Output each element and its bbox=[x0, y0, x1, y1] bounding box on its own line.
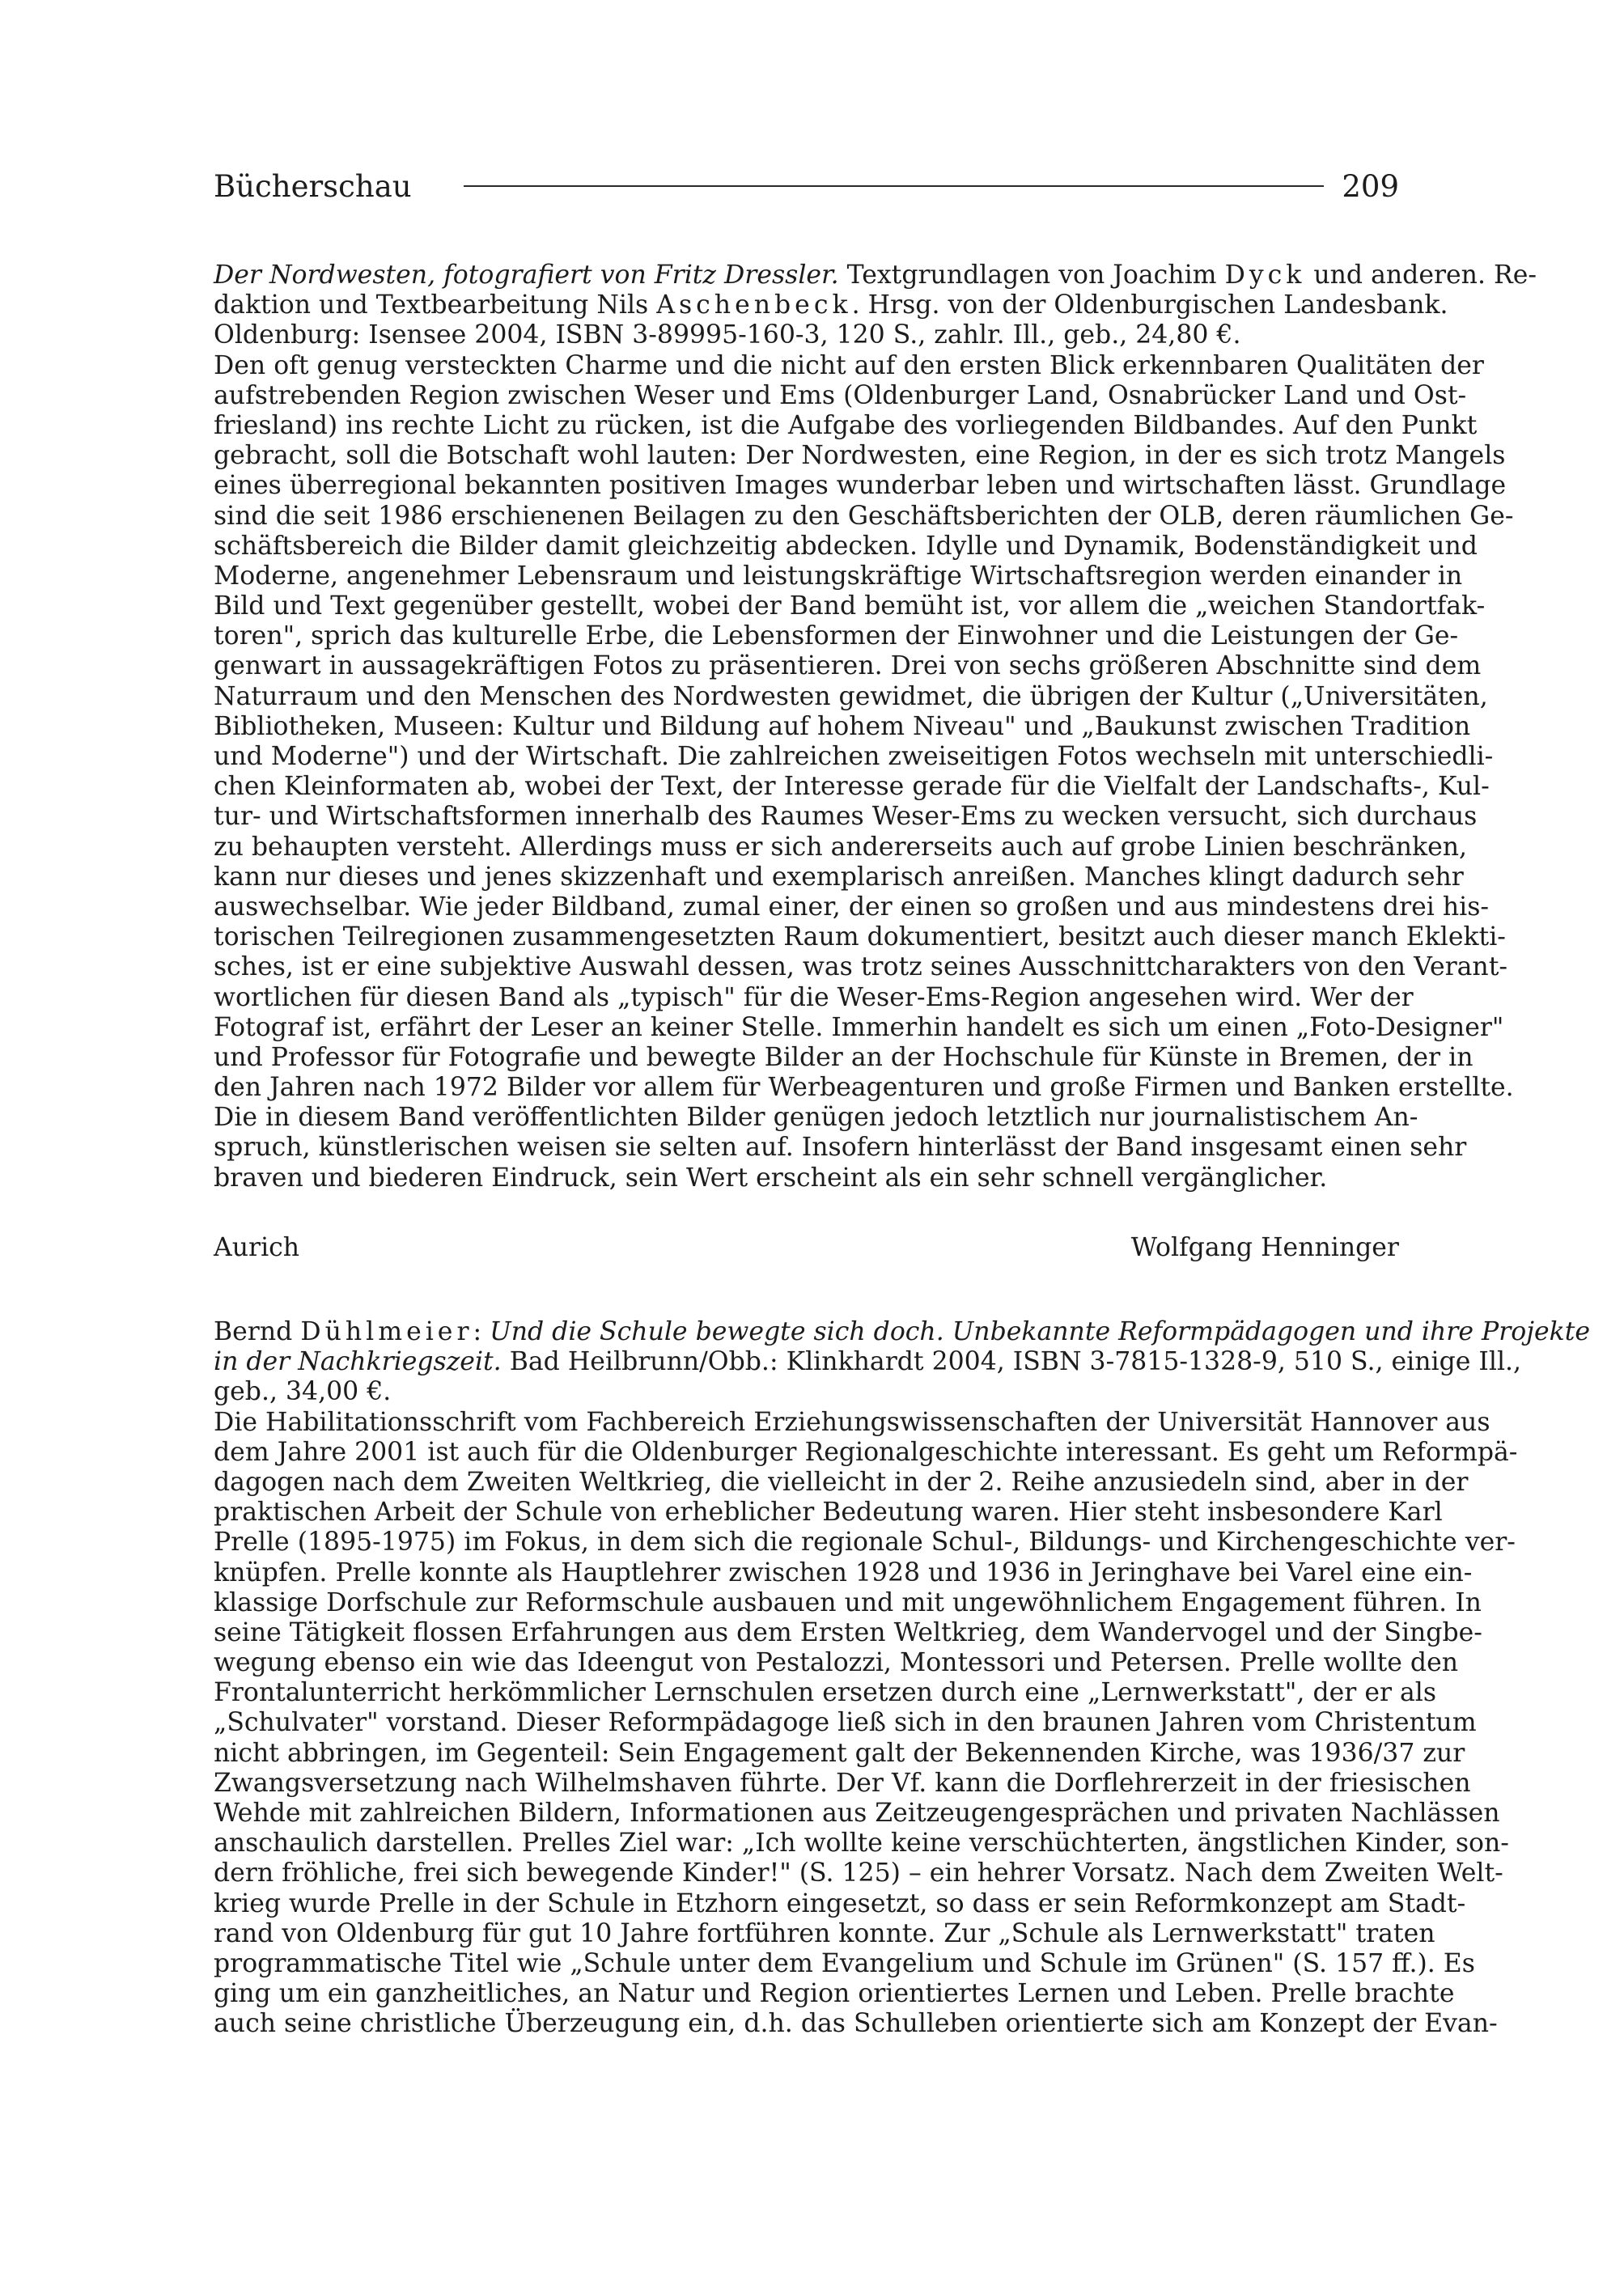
review-2-line bbox=[214, 1498, 1443, 1528]
text-run: „Schulvater" vorstand. Dieser Reformpädagoge ließ sich in den braunen Jahren vom Christentum bbox=[214, 1708, 1477, 1738]
review-2-line bbox=[214, 1768, 1471, 1799]
review-1-line bbox=[214, 621, 1459, 651]
text-run: und anderen. Re- bbox=[1305, 261, 1537, 290]
signature-place: Aurich bbox=[214, 1233, 300, 1262]
review-1-line bbox=[214, 772, 1490, 802]
text-run: krieg wurde Prelle in der Schule in Etzhorn eingesetzt, so dass er sein Reformkonzept am Stadt- bbox=[214, 1888, 1466, 1918]
review-1-line bbox=[214, 441, 1506, 471]
text-run: Textgrundlagen von Joachim bbox=[838, 261, 1225, 290]
text-run: wegung ebenso ein wie das Ideengut von Pestalozzi, Montessori und Petersen. Prelle wollte den bbox=[214, 1648, 1459, 1678]
review-1-line bbox=[214, 681, 1488, 712]
text-run: Die in diesem Band veröffentlichten Bilder genügen jedoch letztlich nur journalistischem An- bbox=[214, 1103, 1418, 1133]
review-1-line bbox=[214, 1073, 1514, 1103]
review-1-line bbox=[214, 1103, 1418, 1133]
running-header bbox=[214, 162, 1399, 210]
review-2-line bbox=[214, 1467, 1469, 1498]
text-run: seine Tätigkeit flossen Erfahrungen aus dem Ersten Weltkrieg, dem Wandervogel und der Singbe- bbox=[214, 1617, 1482, 1647]
review-2-line bbox=[214, 1377, 1399, 1407]
review-1-line bbox=[214, 350, 1484, 381]
text-run: sind die seit 1986 erschienenen Beilagen zu den Geschäftsberichten der OLB, deren räumlichen Ge- bbox=[214, 501, 1514, 531]
text-run: Und die Schule bewegte sich doch. Unbekannte Reformpädagogen und ihre Projekte bbox=[490, 1317, 1591, 1346]
text-run: und Moderne") und der Wirtschaft. Die zahlreichen zweiseitigen Fotos wechseln mit unterschiedli- bbox=[214, 742, 1494, 771]
review-1-line bbox=[214, 1042, 1473, 1073]
review-1-line bbox=[214, 410, 1478, 441]
review-2-line bbox=[214, 1708, 1477, 1738]
text-run: braven und biederen Eindruck, sein Wert erscheint als ein sehr schnell vergänglicher. bbox=[214, 1163, 1328, 1193]
text-run: Prelle (1895-1975) im Fokus, in dem sich die regionale Schul-, Bildungs- und Kirchengeschichte ver- bbox=[214, 1528, 1516, 1558]
text-run: knüpfen. Prelle konnte als Hauptlehrer zwischen 1928 und 1936 in Jeringhave bei Varel eine ein- bbox=[214, 1558, 1473, 1587]
text-run: kann nur dieses und jenes skizzenhaft und exemplarisch anreißen. Manches klingt dadurch sehr bbox=[214, 862, 1464, 892]
review-1-line bbox=[214, 591, 1486, 621]
review-2-line bbox=[214, 1888, 1466, 1919]
text-run: den Jahren nach 1972 Bilder vor allem für Werbeagenturen und große Firmen und Banken erstellte. bbox=[214, 1073, 1514, 1103]
text-run: eines überregional bekannten positiven Images wunderbar leben und wirtschaften lässt. Grundlage bbox=[214, 471, 1507, 501]
text-run: : bbox=[473, 1317, 490, 1346]
review-1-line bbox=[214, 320, 1399, 350]
review-1-line bbox=[214, 471, 1507, 501]
review-1-line bbox=[214, 261, 1537, 290]
text-run: Zwangsversetzung nach Wilhelmshaven führte. Der Vf. kann die Dorflehrerzeit in der friesischen bbox=[214, 1768, 1471, 1798]
text-run: geb., 34,00 €. bbox=[214, 1377, 392, 1407]
review-1-line bbox=[214, 832, 1468, 863]
text-run: toren", sprich das kulturelle Erbe, die Lebensformen der Einwohner und die Leistungen der Ge- bbox=[214, 621, 1459, 651]
signature-author: Wolfgang Henninger bbox=[1130, 1233, 1399, 1262]
text-run: torischen Teilregionen zusammengesetzten Raum dokumentiert, besitzt auch dieser manch Eklekti- bbox=[214, 922, 1506, 952]
review-1-line bbox=[214, 290, 1448, 320]
review-1-line bbox=[214, 1133, 1467, 1163]
text-run: wortlichen für diesen Band als „typisch" für die Weser-Ems-Region angesehen wird. Wer der bbox=[214, 982, 1414, 1012]
review-2-line bbox=[214, 1918, 1435, 1949]
text-run: dagogen nach dem Zweiten Weltkrieg, die vielleicht in der 2. Reihe anzusiedeln sind, aber in der bbox=[214, 1467, 1469, 1497]
text-run: auch seine christliche Überzeugung ein, d.h. das Schulleben orientierte sich am Konzept der Evan- bbox=[214, 2009, 1498, 2039]
review-1-line bbox=[214, 1012, 1504, 1043]
review-1-line bbox=[214, 952, 1508, 982]
text-run: Wehde mit zahlreichen Bildern, Informationen aus Zeitzeugengesprächen und privaten Nachlässen bbox=[214, 1799, 1500, 1828]
text-run: Bad Heilbrunn/Obb.: Klinkhardt 2004, ISBN 3-7815-1328-9, 510 S., einige Ill., bbox=[501, 1347, 1522, 1377]
text-run: programmatische Titel wie „Schule unter dem Evangelium und Schule im Grünen" (S. 157 ff.). Es bbox=[214, 1948, 1475, 1978]
review-1-line bbox=[214, 711, 1471, 742]
text-run: tur- und Wirtschaftsformen innerhalb des Raumes Weser-Ems zu wecken versucht, sich durchaus bbox=[214, 802, 1478, 832]
text-run: daktion und Textbearbeitung Nils bbox=[214, 290, 657, 320]
text-run: in der Nachkriegszeit. bbox=[214, 1347, 502, 1377]
review-2-line bbox=[214, 1859, 1503, 1888]
text-run: Bernd bbox=[214, 1317, 301, 1346]
review-2-line bbox=[214, 1948, 1475, 1979]
text-run: schäftsbereich die Bilder damit gleichzeitig abdecken. Idylle und Dynamik, Bodenständigkeit und bbox=[214, 531, 1478, 561]
text-run: dern fröhliche, frei sich bewegende Kinder!" (S. 125) – ein hehrer Vorsatz. Nach dem Zweiten Welt- bbox=[214, 1859, 1503, 1888]
text-run: rand von Oldenburg für gut 10 Jahre fortführen konnte. Zur „Schule als Lernwerkstatt" traten bbox=[214, 1918, 1435, 1948]
text-run: dem Jahre 2001 ist auch für die Oldenburger Regionalgeschichte interessant. Es geht um Reformpä- bbox=[214, 1437, 1518, 1467]
review-2-line bbox=[214, 1829, 1509, 1859]
text-run: praktischen Arbeit der Schule von erheblicher Bedeutung waren. Hier steht insbesondere Karl bbox=[214, 1498, 1443, 1528]
review-signature bbox=[214, 1233, 1399, 1263]
text-run: Die Habilitationsschrift vom Fachbereich Erziehungswissenschaften der Universität Hannover aus bbox=[214, 1407, 1490, 1437]
text-run: . Hrsg. von der Oldenburgischen Landesbank. bbox=[851, 290, 1448, 320]
review-2-line bbox=[214, 1738, 1465, 1769]
text-run: gebracht, soll die Botschaft wohl lauten: Der Nordwesten, eine Region, in der es sich trotz Mangels bbox=[214, 441, 1506, 471]
text-run: Naturraum und den Menschen des Nordwesten gewidmet, die übrigen der Kultur („Universitäten, bbox=[214, 681, 1488, 711]
review-1-line bbox=[214, 651, 1482, 681]
review-1-line bbox=[214, 380, 1467, 411]
text-run: und Professor für Fotografie und bewegte Bilder an der Hochschule für Künste in Bremen, der in bbox=[214, 1042, 1473, 1072]
text-run: Bibliotheken, Museen: Kultur und Bildung auf hohem Niveau" und „Baukunst zwischen Tradition bbox=[214, 711, 1471, 741]
review-2-line bbox=[214, 1558, 1473, 1588]
text-run: nicht abbringen, im Gegenteil: Sein Engagement galt der Bekennenden Kirche, was 1936/37 zur bbox=[214, 1738, 1465, 1768]
text-run: Der Nordwesten, fotografiert von Fritz Dressler. bbox=[214, 261, 839, 290]
review-1-line bbox=[214, 862, 1464, 892]
text-run: auswechselbar. Wie jeder Bildband, zumal einer, der einen so großen und aus mindestens drei his- bbox=[214, 892, 1490, 922]
text-run: zu behaupten versteht. Allerdings muss er sich andererseits auch auf grobe Linien beschränken, bbox=[214, 832, 1468, 862]
text-run: ging um ein ganzheitliches, an Natur und Region orientiertes Lernen und Leben. Prelle brachte bbox=[214, 1979, 1455, 2009]
text-run: genwart in aussagekräftigen Fotos zu präsentieren. Drei von sechs größeren Abschnitte sind dem bbox=[214, 651, 1482, 681]
review-1-line bbox=[214, 1163, 1399, 1193]
review-2-line bbox=[214, 1317, 1591, 1347]
header-rule bbox=[464, 185, 1325, 187]
review-1-line bbox=[214, 922, 1506, 952]
text-run: Moderne, angenehmer Lebensraum und leistungskräftige Wirtschaftsregion werden einander in bbox=[214, 561, 1463, 591]
text-run: Aschenbeck bbox=[656, 290, 852, 320]
review-1-line bbox=[214, 501, 1514, 532]
page-number: 209 bbox=[1342, 168, 1399, 204]
review-dressler bbox=[214, 261, 1537, 1193]
review-2-line bbox=[214, 1648, 1459, 1678]
review-1-line bbox=[214, 802, 1478, 832]
text-run: klassige Dorfschule zur Reformschule ausbauen und mit ungewöhnlichem Engagement führen. In bbox=[214, 1587, 1482, 1617]
text-run: sches, ist er eine subjektive Auswahl dessen, was trotz seines Ausschnittcharakters von den Verant- bbox=[214, 952, 1508, 982]
review-2-line bbox=[214, 1678, 1437, 1708]
text-run: Den oft genug versteckten Charme und die nicht auf den ersten Blick erkennbaren Qualitäten der bbox=[214, 350, 1484, 380]
review-1-line bbox=[214, 742, 1494, 772]
text-run: anschaulich darstellen. Prelles Ziel war: „Ich wollte keine verschüchterten, ängstlichen Kinder, son- bbox=[214, 1829, 1509, 1859]
section-title: Bücherschau bbox=[214, 168, 412, 204]
review-2-line bbox=[214, 1437, 1518, 1468]
review-1-line bbox=[214, 531, 1478, 562]
review-1-line bbox=[214, 982, 1414, 1013]
review-duehlmeier bbox=[214, 1317, 1591, 2040]
review-2-line bbox=[214, 1617, 1482, 1648]
text-run: aufstrebenden Region zwischen Weser und Ems (Oldenburger Land, Osnabrücker Land und Ost- bbox=[214, 380, 1467, 410]
text-run: Oldenburg: Isensee 2004, ISBN 3-89995-160-3, 120 S., zahlr. Ill., geb., 24,80 €. bbox=[214, 320, 1241, 350]
review-2-line bbox=[214, 1799, 1500, 1829]
review-1-line bbox=[214, 561, 1463, 591]
text-run: Fotograf ist, erfährt der Leser an keiner Stelle. Immerhin handelt es sich um einen „Foto-Designer" bbox=[214, 1012, 1504, 1042]
text-run: friesland) ins rechte Licht zu rücken, ist die Aufgabe des vorliegenden Bildbandes. Auf den Punkt bbox=[214, 410, 1478, 440]
text-run: Dyck bbox=[1224, 261, 1306, 290]
review-2-line bbox=[214, 1979, 1455, 2009]
review-2-line bbox=[214, 2009, 1498, 2039]
text-run: Bild und Text gegenüber gestellt, wobei der Band bemüht ist, vor allem die „weichen Standortfak- bbox=[214, 591, 1486, 621]
text-run: chen Kleinformaten ab, wobei der Text, der Interesse gerade für die Vielfalt der Landschafts-, Kul- bbox=[214, 772, 1490, 802]
review-2-line bbox=[214, 1587, 1482, 1618]
text-run: Dühlmeier bbox=[300, 1317, 473, 1346]
review-1-line bbox=[214, 892, 1490, 922]
review-2-line bbox=[214, 1407, 1490, 1438]
review-2-line bbox=[214, 1347, 1522, 1377]
review-2-line bbox=[214, 1528, 1516, 1558]
text-run: Frontalunterricht herkömmlicher Lernschulen ersetzen durch eine „Lernwerkstatt", der er als bbox=[214, 1678, 1437, 1708]
text-run: spruch, künstlerischen weisen sie selten auf. Insofern hinterlässt der Band insgesamt einen sehr bbox=[214, 1133, 1467, 1163]
